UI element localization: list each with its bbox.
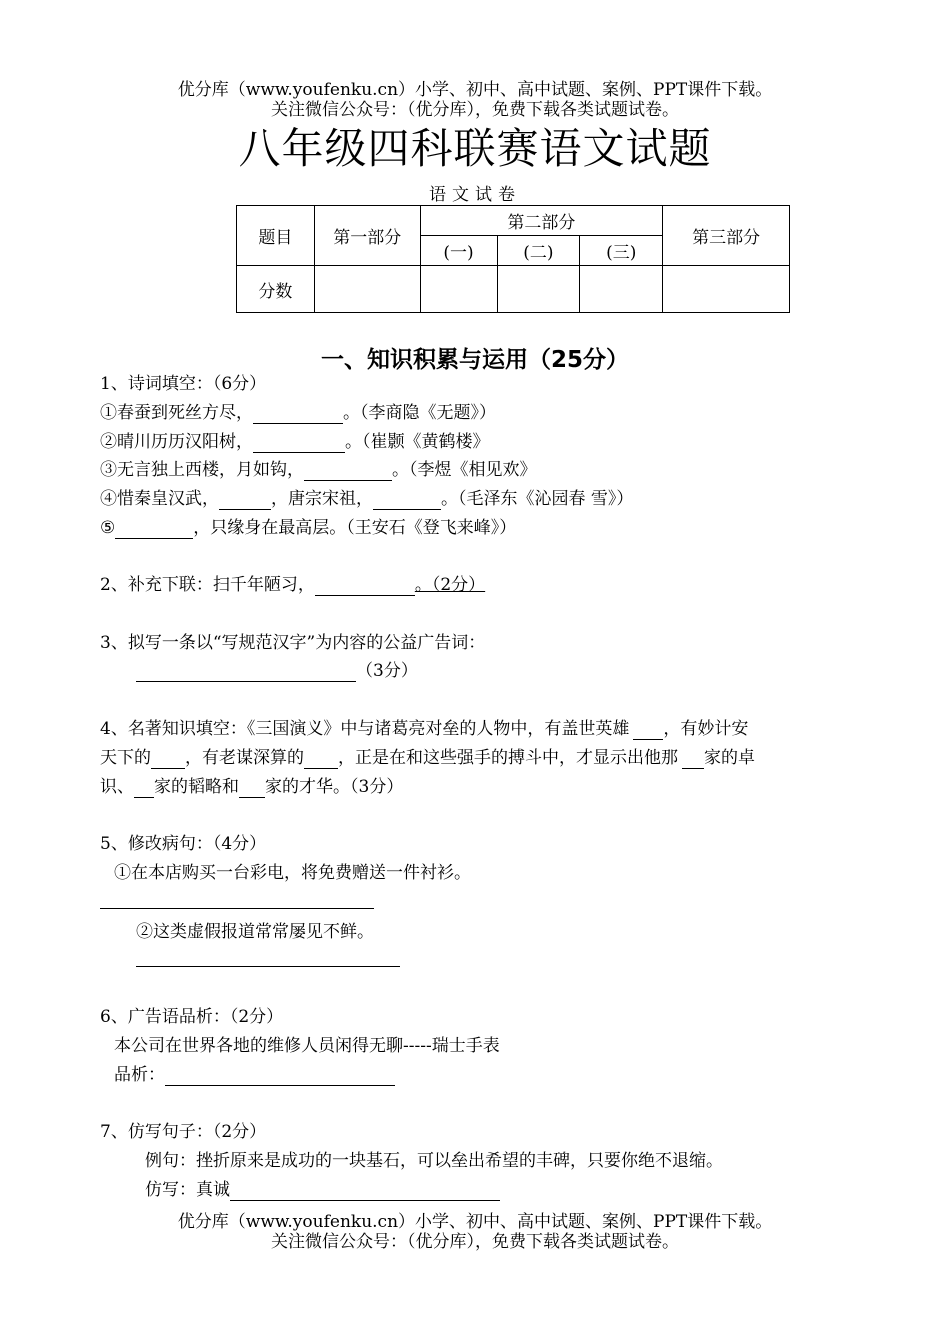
q3-blank[interactable] [136, 663, 356, 682]
cell-score-label: 分数 [237, 266, 315, 313]
header-line-1: 优分库（www.youfenku.cn）小学、初中、高中试题、案例、PPT课件下载。 [177, 80, 773, 100]
q4-line-3 [100, 776, 403, 798]
q4-l2b: ，有老谋深算的 [185, 748, 304, 768]
q4-blank-3[interactable] [304, 750, 338, 769]
q3-text: 3、拟写一条以“写规范汉字”为内容的公益广告词： [100, 633, 486, 653]
q4-line-1 [100, 718, 748, 740]
q3-score: （3分） [356, 661, 418, 681]
q1-l1a: ①春蚕到死丝方尽， [100, 403, 253, 423]
q5-sentence-1: ①在本店购买一台彩电，将免费赠送一件衬衫。 [114, 863, 471, 883]
q6-label: 品析： [114, 1065, 165, 1085]
cell-part3: 第三部分 [663, 206, 790, 266]
score-part3-field[interactable] [663, 266, 790, 313]
q7-imitate-line [145, 1179, 500, 1201]
q6-analysis-line [114, 1064, 395, 1086]
page-subtitle: 语文试卷 [429, 185, 521, 205]
q1-l1b: 。（李商隐《无题》） [343, 403, 496, 423]
q7-blank[interactable] [230, 1182, 500, 1201]
q1-blank-4[interactable] [219, 491, 271, 510]
q3-answer-line [136, 660, 418, 682]
section-1-title: 一、知识积累与运用（25分） [320, 347, 629, 373]
q1-line-2 [100, 431, 490, 453]
q4-l2a: 天下的 [100, 748, 151, 768]
footer-line-1: 优分库（www.youfenku.cn）小学、初中、高中试题、案例、PPT课件下载。 [177, 1212, 773, 1232]
cell-sub1: (一) [420, 236, 497, 266]
q4-blank-6[interactable] [239, 779, 265, 798]
score-part2-2-field[interactable] [497, 266, 580, 313]
q1-blank-5[interactable] [373, 491, 441, 510]
q1-l2a: ②晴川历历汉阳树， [100, 432, 253, 452]
q1-line-3 [100, 459, 537, 481]
q5-answer-line-2[interactable] [136, 966, 400, 967]
q2-tail: 。（2分） [414, 575, 486, 595]
score-part1-field[interactable] [314, 266, 420, 313]
q6-ad: 本公司在世界各地的维修人员闲得无聊-----瑞士手表 [114, 1036, 500, 1056]
page-title: 八年级四科联赛语文试题 [238, 124, 712, 173]
footer-line-2: 关注微信公众号：（优分库），免费下载各类试题试卷。 [271, 1232, 679, 1252]
q5-sentence-2: ②这类虚假报道常常屡见不鲜。 [136, 922, 374, 942]
cell-sub2: (二) [497, 236, 580, 266]
q1-blank-1[interactable] [253, 405, 343, 424]
q4-l3a: 识、 [100, 777, 134, 797]
q4-line-2 [100, 747, 755, 769]
cell-part1: 第一部分 [314, 206, 420, 266]
q1-l4a: ④惜秦皇汉武， [100, 489, 219, 509]
q4-l2d: 家的卓 [704, 748, 755, 768]
q1-line-5 [100, 517, 516, 539]
q2-line [100, 574, 489, 596]
q5-answer-line-1[interactable] [100, 908, 374, 909]
cell-part2: 第二部分 [420, 206, 663, 236]
score-part2-3-field[interactable] [580, 266, 663, 313]
q1-blank-3[interactable] [304, 462, 392, 481]
q2-blank[interactable] [315, 577, 415, 596]
q1-blank-6[interactable] [115, 520, 193, 539]
q7-head: 7、仿写句子：（2分） [100, 1122, 267, 1142]
q1-blank-2[interactable] [253, 434, 345, 453]
q1-l5b: ，只缘身在最高层。（王安石《登飞来峰》） [193, 518, 517, 538]
q4-l3b: 家的韬略和 [154, 777, 239, 797]
q4-blank-2[interactable] [151, 750, 185, 769]
q4-l1a: 4、名著知识填空：《三国演义》中与诸葛亮对垒的人物中，有盖世英雄 [100, 719, 630, 739]
q4-l1b: ，有妙计安 [663, 719, 749, 739]
q6-head: 6、广告语品析：（2分） [100, 1007, 284, 1027]
q4-l3c: 家的才华。（3分） [265, 777, 404, 797]
q1-l4c: 。（毛泽东《沁园春 雪》） [441, 489, 634, 509]
q7-imitate: 仿写：真诚 [145, 1180, 230, 1200]
q1-line-1 [100, 402, 496, 424]
cell-sub3: (三) [580, 236, 663, 266]
q7-example: 例句：挫折原来是成功的一块基石，可以垒出希望的丰碑，只要你绝不退缩。 [145, 1151, 723, 1171]
q1-l4b: ，唐宗宋祖， [271, 489, 373, 509]
q5-head: 5、修改病句：（4分） [100, 834, 267, 854]
q1-line-4 [100, 488, 633, 510]
q2-text: 2、补充下联：扫千年陋习， [100, 575, 315, 595]
q1-l5a: ⑤ [100, 518, 116, 538]
score-part2-1-field[interactable] [420, 266, 497, 313]
q1-l2b: 。（崔颢《黄鹤楼》 [345, 432, 490, 452]
q1-l3a: ③无言独上西楼，月如钩， [100, 460, 304, 480]
q4-blank-1[interactable] [633, 721, 663, 740]
q4-blank-5[interactable] [134, 779, 154, 798]
q1-head: 1、诗词填空：（6分） [100, 374, 267, 394]
q4-blank-4[interactable] [682, 750, 704, 769]
q6-blank[interactable] [165, 1067, 395, 1086]
header-line-2: 关注微信公众号：（优分库），免费下载各类试题试卷。 [271, 100, 679, 120]
q4-l2c: ，正是在和这些强手的搏斗中，才显示出他那 [338, 748, 678, 768]
cell-topic: 题目 [237, 206, 315, 266]
q1-l3b: 。（李煜《相见欢》 [392, 460, 537, 480]
score-table [236, 205, 790, 313]
